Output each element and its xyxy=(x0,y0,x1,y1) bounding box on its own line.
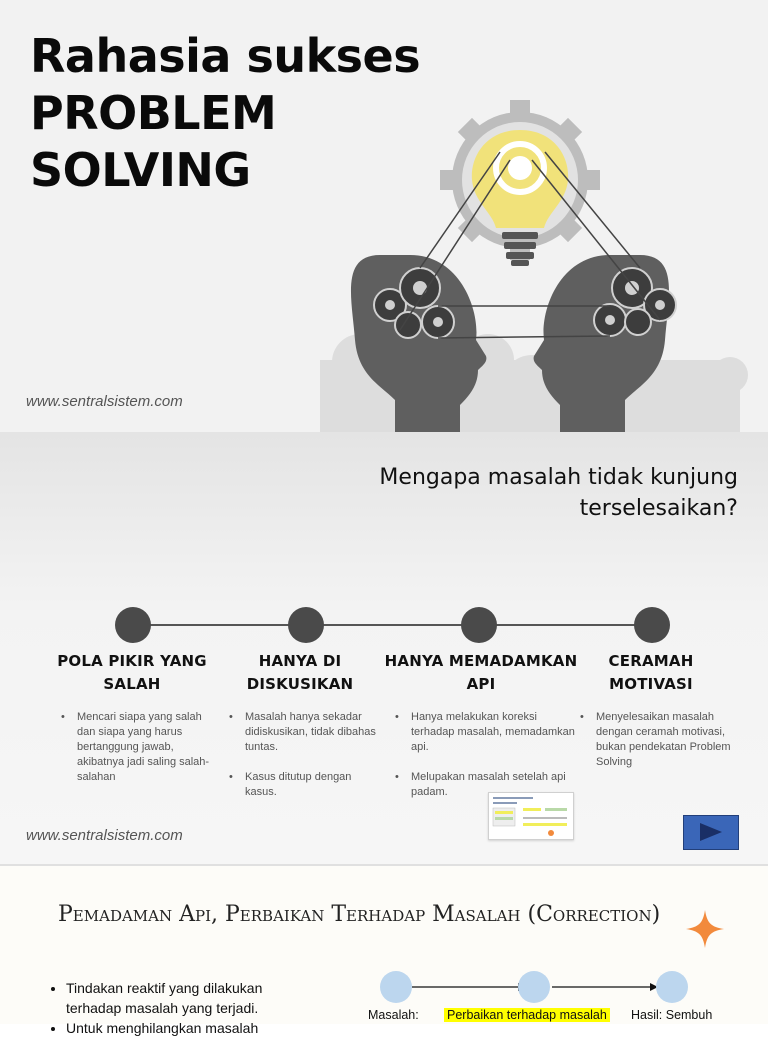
reason-title: HANYA DI DISKUSIKAN xyxy=(246,652,354,693)
slide-correction xyxy=(0,866,768,1036)
correction-bullet: • Tindakan reaktif yang dilakukan terhadap masalah yang terjadi. xyxy=(66,978,312,1018)
reason-title: HANYA MEMADAMKAN API xyxy=(384,652,578,693)
slide-reasons xyxy=(0,432,768,864)
document-thumbnail xyxy=(488,792,574,840)
reason-bullet: • Melupakan masalah setelah api padam. xyxy=(411,770,581,800)
title-line-2: PROBLEM xyxy=(30,86,277,140)
correction-bullets xyxy=(52,978,312,1038)
play-icon xyxy=(698,822,724,842)
reason-column xyxy=(566,650,736,785)
flow-label: Hasil: Sembuh xyxy=(631,1008,713,1022)
slide-question: Mengapa masalah tidak kunjung terselesaikan? xyxy=(379,465,738,521)
website-url: www.sentralsistem.com xyxy=(26,827,183,844)
timeline-dot xyxy=(461,607,497,643)
timeline-dot xyxy=(634,607,670,643)
reason-title: POLA PIKIR YANG SALAH xyxy=(57,652,207,693)
slide-heading: Pemadaman Api, Perbaikan Terhadap Masalah (Correction) xyxy=(58,902,661,927)
reason-bullets xyxy=(47,710,217,785)
process-flow xyxy=(360,971,740,1011)
title-line-3: SOLVING xyxy=(30,143,251,197)
website-url: www.sentralsistem.com xyxy=(26,393,183,410)
reason-column xyxy=(381,650,581,815)
flow-node xyxy=(656,971,688,1003)
sparkle-icon xyxy=(686,910,724,948)
flow-label-text: Perbaikan terhadap masalah xyxy=(444,1008,610,1022)
play-button[interactable] xyxy=(683,815,739,850)
reason-column xyxy=(47,650,217,800)
timeline-dot xyxy=(115,607,151,643)
flow-node xyxy=(380,971,412,1003)
reason-column xyxy=(215,650,385,815)
flow-node xyxy=(518,971,550,1003)
correction-bullet: • Untuk menghilangkan masalah xyxy=(66,1018,312,1038)
reason-bullets xyxy=(566,710,736,770)
reason-title: CERAMAH MOTIVASI xyxy=(608,652,694,693)
reason-bullet: • Masalah hanya sekadar didiskusikan, tidak dibahas tuntas. xyxy=(245,710,385,755)
reason-bullet: • Mencari siapa yang salah dan siapa yang harus bertanggung jawab, akibatnya jadi saling salah-salahan xyxy=(77,710,217,785)
flow-label-highlighted xyxy=(444,1008,610,1022)
reason-bullets xyxy=(381,710,581,800)
reason-bullet: • Kasus ditutup dengan kasus. xyxy=(245,770,385,800)
flow-label: Masalah: xyxy=(368,1008,419,1022)
two-heads-gears-lightbulb-icon xyxy=(300,100,760,432)
timeline-line xyxy=(130,624,655,626)
slide-divider xyxy=(0,864,768,866)
timeline-dot xyxy=(288,607,324,643)
reason-bullet: • Hanya melakukan koreksi terhadap masalah, memadamkan api. xyxy=(411,710,581,755)
slide-title xyxy=(0,0,768,432)
title-line-1: Rahasia sukses xyxy=(30,29,421,83)
reason-bullet: • Menyelesaikan masalah dengan ceramah motivasi, bukan pendekatan Problem Solving xyxy=(596,710,736,770)
reason-bullets xyxy=(215,710,385,800)
